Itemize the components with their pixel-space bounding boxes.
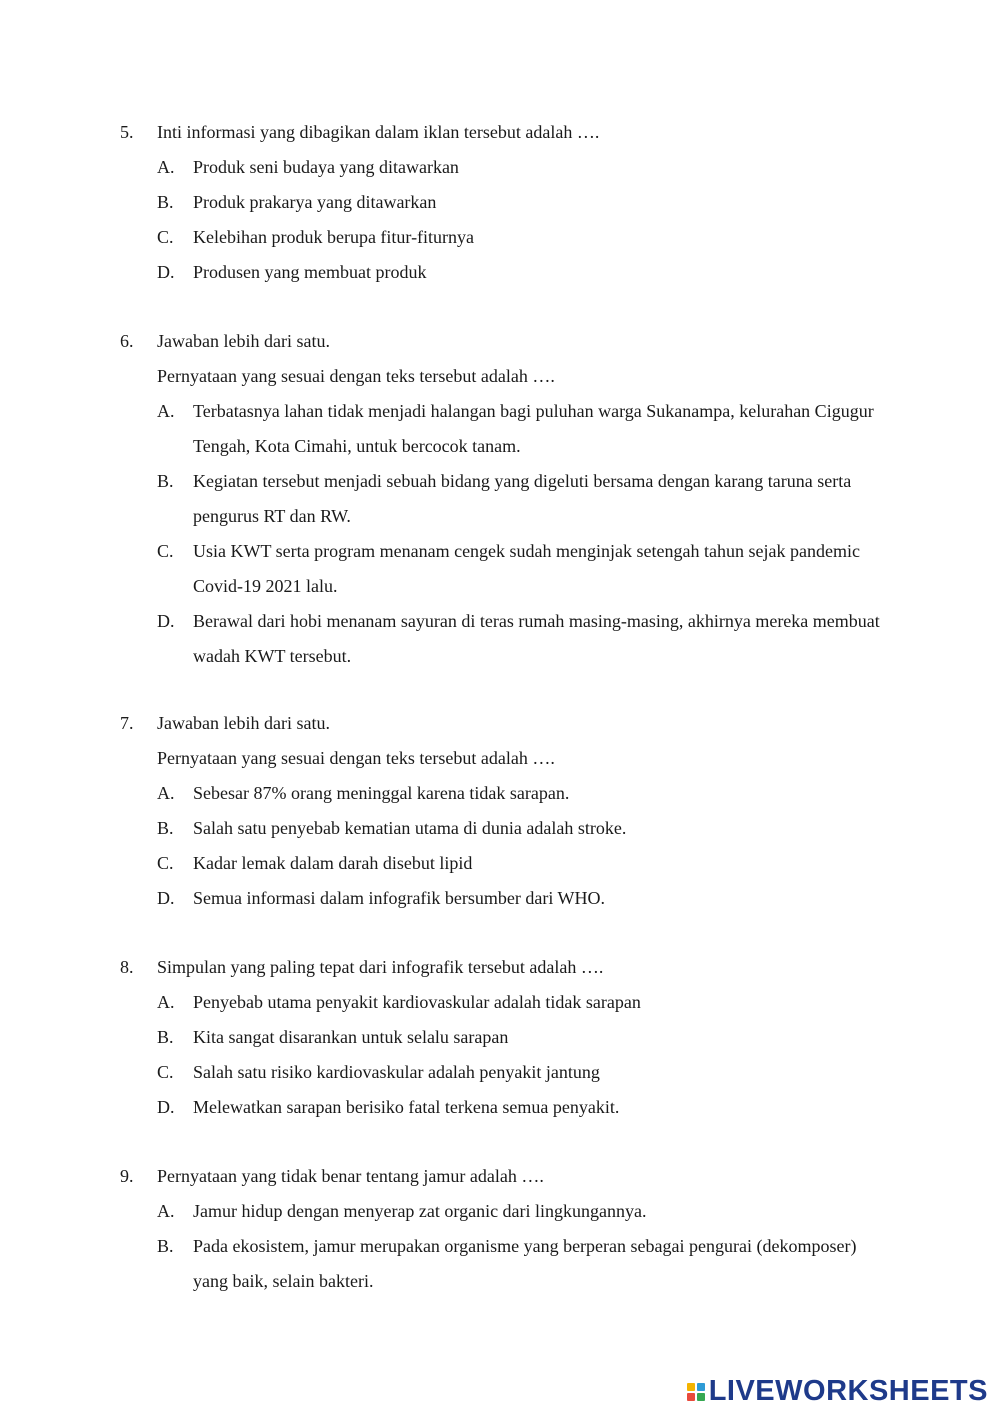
question-number: 7. <box>120 713 134 733</box>
option-d[interactable] <box>120 1090 880 1125</box>
option-text: Salah satu risiko kardiovaskular adalah penyakit jantung <box>193 1062 600 1082</box>
option-a[interactable] <box>120 150 880 185</box>
question-text: Pernyataan yang tidak benar tentang jamur adalah …. <box>157 1166 544 1186</box>
question-stem-line <box>120 950 880 985</box>
option-text: Produk prakarya yang ditawarkan <box>193 192 437 212</box>
option-letter: C. <box>157 853 174 873</box>
option-text: Jamur hidup dengan menyerap zat organic dari lingkungannya. <box>193 1201 647 1221</box>
option-b[interactable] <box>120 1020 880 1055</box>
option-b[interactable] <box>120 185 880 220</box>
question-stem-line <box>120 1159 880 1194</box>
option-letter: A. <box>157 1201 175 1221</box>
question-number: 8. <box>120 957 134 977</box>
logo-tile <box>697 1393 705 1401</box>
option-text: Melewatkan sarapan berisiko fatal terkena semua penyakit. <box>193 1097 620 1117</box>
option-text: Salah satu penyebab kematian utama di dunia adalah stroke. <box>193 818 627 838</box>
question-stem-line <box>120 324 880 359</box>
option-letter: D. <box>157 1097 175 1117</box>
liveworksheets-logo <box>687 1375 988 1408</box>
question-5 <box>120 115 880 290</box>
question-instruction: Jawaban lebih dari satu. <box>157 331 330 351</box>
option-text: Kita sangat disarankan untuk selalu sarapan <box>193 1027 509 1047</box>
option-letter: B. <box>157 1027 174 1047</box>
option-letter: C. <box>157 541 174 561</box>
question-text: Pernyataan yang sesuai dengan teks tersebut adalah …. <box>157 366 555 386</box>
question-text: Inti informasi yang dibagikan dalam iklan tersebut adalah …. <box>157 122 600 142</box>
option-text: Kadar lemak dalam darah disebut lipid <box>193 853 473 873</box>
option-letter: A. <box>157 401 175 421</box>
option-text: Penyebab utama penyakit kardiovaskular adalah tidak sarapan <box>193 992 641 1012</box>
question-7 <box>120 706 880 916</box>
option-letter: A. <box>157 783 175 803</box>
option-letter: B. <box>157 818 174 838</box>
option-letter: D. <box>157 262 175 282</box>
option-c[interactable] <box>120 220 880 255</box>
question-stem-line <box>120 706 880 741</box>
option-b[interactable] <box>120 1229 880 1299</box>
option-letter: B. <box>157 1236 174 1256</box>
option-c[interactable] <box>120 1055 880 1090</box>
option-letter: B. <box>157 471 174 491</box>
option-letter: A. <box>157 157 175 177</box>
option-text: Kegiatan tersebut menjadi sebuah bidang yang digeluti bersama dengan karang taruna serta pengurus RT dan RW. <box>193 471 852 526</box>
option-text: Usia KWT serta program menanam cengek sudah menginjak setengah tahun sejak pandemic Covid-19 2021 lalu. <box>193 541 860 596</box>
option-c[interactable] <box>120 846 880 881</box>
question-instruction: Jawaban lebih dari satu. <box>157 713 330 733</box>
option-b[interactable] <box>120 811 880 846</box>
question-stem-line <box>120 359 880 394</box>
question-6 <box>120 324 880 674</box>
question-8 <box>120 950 880 1125</box>
option-letter: A. <box>157 992 175 1012</box>
option-text: Pada ekosistem, jamur merupakan organisme yang berperan sebagai pengurai (dekomposer) yang baik, selain bakteri. <box>193 1236 857 1291</box>
option-text: Semua informasi dalam infografik bersumber dari WHO. <box>193 888 606 908</box>
option-c[interactable] <box>120 534 880 604</box>
option-text: Produsen yang membuat produk <box>193 262 427 282</box>
option-text: Kelebihan produk berupa fitur-fiturnya <box>193 227 475 247</box>
logo-tile <box>687 1383 695 1391</box>
option-letter: C. <box>157 1062 174 1082</box>
logo-text: LIVEWORKSHEETS <box>708 1375 988 1407</box>
logo-tile <box>687 1393 695 1401</box>
option-b[interactable] <box>120 464 880 534</box>
liveworksheets-logo-icon <box>687 1383 705 1401</box>
option-text: Berawal dari hobi menanam sayuran di teras rumah masing-masing, akhirnya mereka membuat wadah KWT tersebut. <box>193 611 880 666</box>
question-text: Simpulan yang paling tepat dari infografik tersebut adalah …. <box>157 957 604 977</box>
question-number: 9. <box>120 1166 134 1186</box>
option-letter: C. <box>157 227 174 247</box>
question-stem-line <box>120 115 880 150</box>
option-text: Produk seni budaya yang ditawarkan <box>193 157 459 177</box>
question-number: 6. <box>120 331 134 351</box>
option-d[interactable] <box>120 604 880 674</box>
question-number: 5. <box>120 122 134 142</box>
option-d[interactable] <box>120 255 880 290</box>
option-letter: D. <box>157 888 175 908</box>
option-a[interactable] <box>120 985 880 1020</box>
logo-tile <box>697 1383 705 1391</box>
question-9 <box>120 1159 880 1299</box>
option-text: Sebesar 87% orang meninggal karena tidak sarapan. <box>193 783 570 803</box>
option-letter: D. <box>157 611 175 631</box>
option-letter: B. <box>157 192 174 212</box>
question-text: Pernyataan yang sesuai dengan teks tersebut adalah …. <box>157 748 555 768</box>
question-stem-line <box>120 741 880 776</box>
option-d[interactable] <box>120 881 880 916</box>
option-a[interactable] <box>120 394 880 464</box>
option-a[interactable] <box>120 1194 880 1229</box>
option-a[interactable] <box>120 776 880 811</box>
option-text: Terbatasnya lahan tidak menjadi halangan bagi puluhan warga Sukanampa, kelurahan Cigugur Tengah, Kota Cimahi, untuk bercocok tanam. <box>193 401 874 456</box>
